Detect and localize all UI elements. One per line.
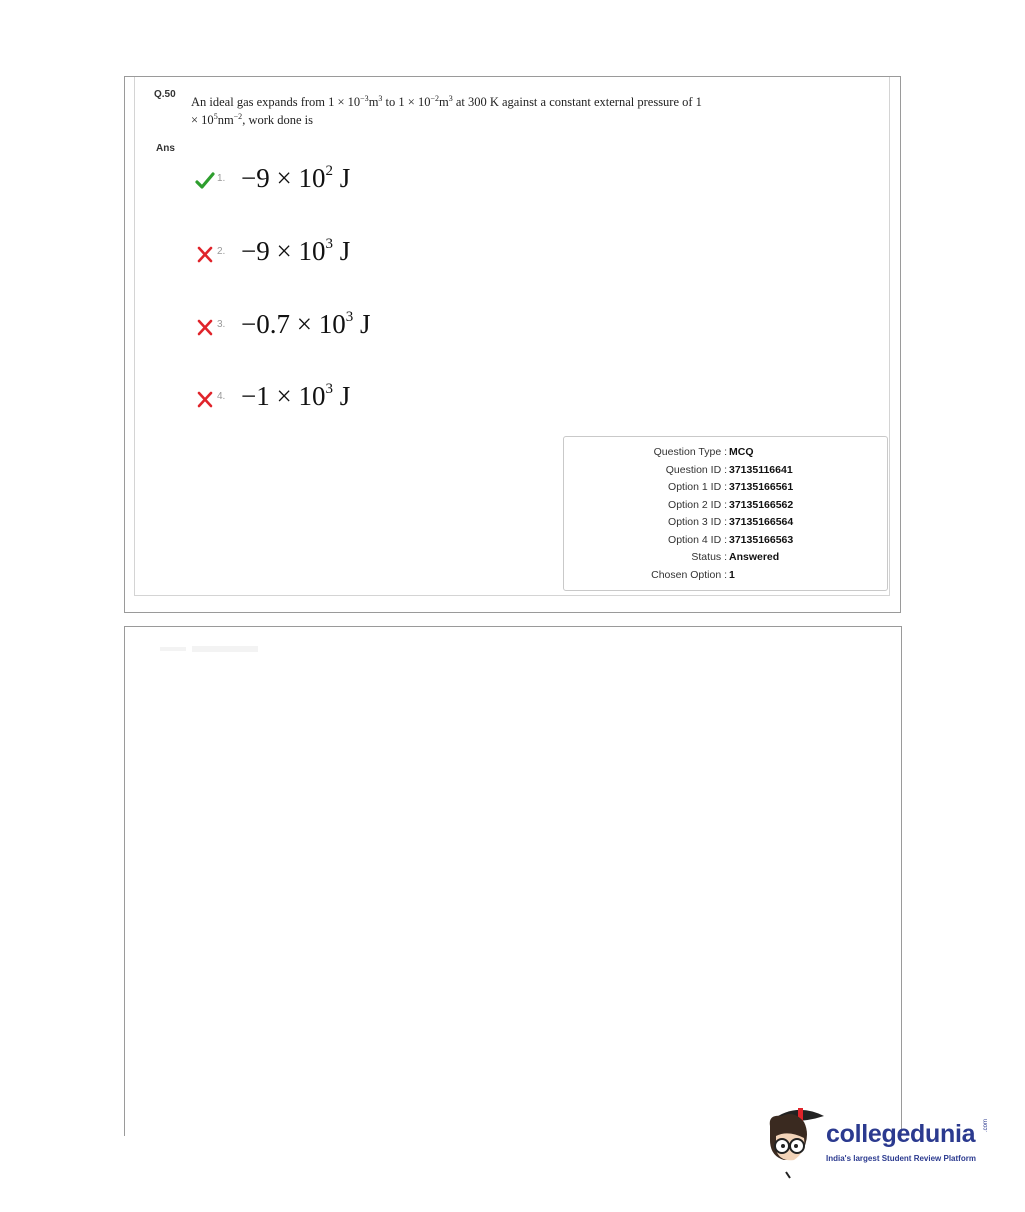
question-card <box>134 77 890 596</box>
question-text: An ideal gas expands from $1 \times 10^{-3}m^3$ to $1 \times 10^{-2}m^3$ at 300 K against a constant external pressure of $1 \times 10^5nm^{-2}$, work done is <box>191 93 702 127</box>
option-number: 3. <box>217 319 226 330</box>
meta-row: Question Type : MCQ <box>653 446 754 458</box>
blank-panel <box>124 626 902 1136</box>
correct-check-icon <box>195 171 215 191</box>
logo-wordmark: collegedunia <box>826 1120 976 1148</box>
meta-row: Chosen Option : 1 <box>651 568 735 581</box>
meta-row: Option 3 ID : 37135166564 <box>668 516 794 528</box>
wrong-cross-icon <box>195 244 215 264</box>
meta-row: Option 4 ID : 37135166563 <box>668 533 794 546</box>
wrong-cross-icon <box>195 317 215 337</box>
collegedunia-logo <box>764 1100 999 1180</box>
option-text: $-9 \times 10^2$ J <box>241 163 351 193</box>
meta-row: Status : Answered <box>691 551 780 563</box>
question-metadata-box <box>563 436 888 591</box>
option-number: 4. <box>217 391 226 402</box>
wrong-cross-icon <box>195 389 215 409</box>
faint-watermark <box>160 643 260 655</box>
logo-domain: .com <box>983 1118 989 1132</box>
option-number: 1. <box>217 173 226 184</box>
option-text: $-1 \times 10^3$ J <box>241 381 351 411</box>
meta-row: Question ID : 37135116641 <box>665 463 793 476</box>
logo-tagline: India's largest Student Review Platform <box>826 1154 976 1163</box>
mascot-logo-icon <box>764 1100 826 1180</box>
question-number: Q.50 <box>154 89 176 100</box>
option-number: 2. <box>217 246 226 257</box>
question-panel <box>124 76 901 613</box>
option-text: $-0.7 \times 10^3$ J <box>241 309 371 339</box>
answer-label: Ans <box>156 143 175 154</box>
meta-row: Option 1 ID : 37135166561 <box>668 481 794 493</box>
meta-row: Option 2 ID : 37135166562 <box>668 498 794 511</box>
option-text: $-9 \times 10^3$ J <box>241 236 351 266</box>
